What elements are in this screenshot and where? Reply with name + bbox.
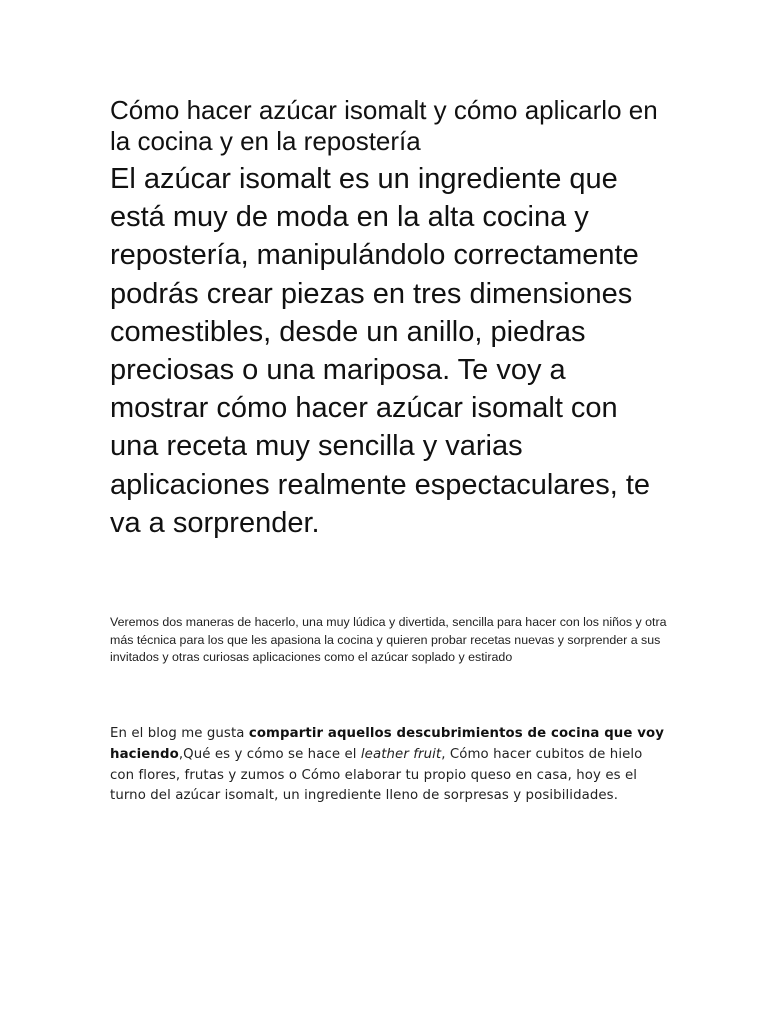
document-title: Cómo hacer azúcar isomalt y cómo aplicarlo en la cocina y en la repostería (110, 95, 658, 156)
blog-paragraph (110, 724, 670, 807)
blog-link-text: ,Qué es y cómo se hace el (178, 746, 357, 762)
blog-rest-text: , Cómo hacer cubitos de hielo con flores, frutas y zumos o Cómo elaborar tu propio queso en casa, hoy es el turno del azúcar isomalt, un ingrediente lleno de sorpresas y posibilidades. (110, 746, 643, 804)
leather-fruit-text: leather fruit (356, 746, 442, 762)
lead-paragraph: El azúcar isomalt es un ingrediente que está muy de moda en la alta cocina y repostería, manipulándolo correctamente podrás crear piezas en tres dimensiones comestibles, desde un anillo, piedras preciosas o una mariposa. Te voy a mostrar cómo hacer azúcar isomalt con una receta muy sencilla y varias aplicaciones realmente espectaculares, te va a sorprender. (110, 163, 651, 539)
blog-intro-text: En el blog me gusta (110, 726, 249, 741)
methods-paragraph: Veremos dos maneras de hacerlo, una muy lúdica y divertida, sencilla para hacer con los niños y otra más técnica para los que les apasiona la cocina y quieren probar recetas nuevas y sorprender a sus invitados y otras curiosas aplicaciones como el azúcar soplado y estirado (110, 615, 667, 664)
blog-bold-text: compartir aquellos descubrimientos de cocina que voy haciendo (110, 726, 664, 762)
